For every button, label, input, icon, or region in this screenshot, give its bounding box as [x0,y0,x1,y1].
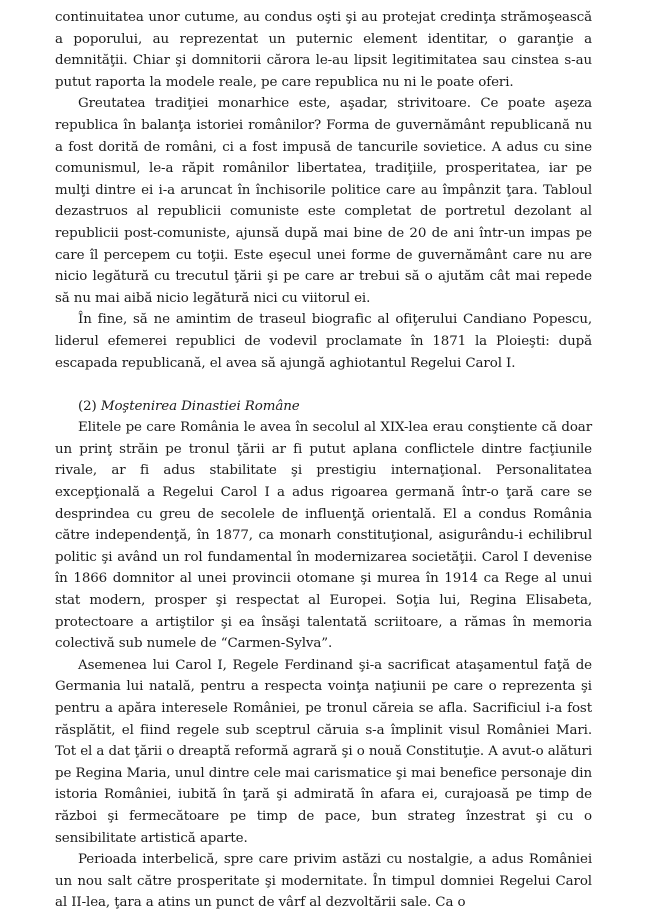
paragraph-carol-i: Elitele pe care România le avea în secolul al XIX-lea erau conştiente că doar un prinţ străin pe tronul ţării ar fi putut aplana conflictele dintre facţiunile rivale, ar fi adus stabilitate şi prestigiu internaţional. Personalitatea excepţională a Regelui Carol I a adus rigoarea germană într-o ţară care se desprindea cu greu de secolele de influenţă orientală. El a condus România către independenţă, în 1877, ca monarh constituţional, asigurându-i echilibrul politic şi având un rol fundamental în modernizarea societăţii. Carol I devenise în 1866 domnitor al unei provincii otomane şi murea în 1914 ca Rege al unui stat modern, prosper şi respectat al Europei. Soţia lui, Regina Elisabeta, protectoare a artiştilor şi ea însăşi talentată scriitoare, a rămas în memoria colectivă sub numele de “Carmen-Sylva”. [55,420,592,652]
paragraph-interwar: Perioada interbelică, spre care privim astăzi cu nostalgie, a adus României un nou salt către prosperitate şi modernitate. În timpul domniei Regelui Carol al II-lea, ţara a atins un punct de vârf al dezvoltării sale. Ca o [55,852,592,911]
section-number: (2) [78,398,97,414]
paragraph-continuation: continuitatea unor cutume, au condus oşti şi au protejat credinţa strămoşească a poporului, au reprezentat un puternic element identitar, o garanţie a demnităţii. Chiar şi domnitorii cărora le-au lipsit legitimitatea sau cinstea s-au putut raporta la modele reale, pe care republica nu ni le poate oferi. [55,10,592,90]
section-title: Moştenirea Dinastiei Române [100,398,300,414]
paragraph-candiano-popescu: În fine, să ne amintim de traseul biografic al ofiţerului Candiano Popescu, liderul efemerei republici de vodevil proclamate în 1871 la Ploieşti: după escapada republicană, el avea să ajungă aghiotantul Regelui Carol I. [55,312,592,371]
paragraph-ferdinand: Asemenea lui Carol I, Regele Ferdinand şi-a sacrificat ataşamentul faţă de Germania lui natală, pentru a respecta voinţa naţiunii pe care o reprezenta şi pentru a apăra interesele României, pe tronul căreia se afla. Sacrificiul i-a fost răsplătit, el fiind regele sub sceptrul căruia s-a împlinit visul României Mari. Tot el a dat ţării o dreaptă reformă agrară şi o nouă Constituţie. A avut-o alături pe Regina Maria, unul dintre cele mai carismatice şi mai benefice personaje din istoria României, iubită în ţară şi admirată în afara ei, curajoasă pe timp de război şi fermecătoare pe timp de pace, bun strateg înzestrat şi cu o sensibilitate artistică aparte. [55,657,592,846]
section-spacer [55,374,592,396]
section-heading [55,396,592,418]
paragraph-monarchic-tradition: Greutatea tradiţiei monarhice este, aşadar, strivitoare. Ce poate aşeza republica în balanţa istoriei românilor? Forma de guvernământ republicană nu a fost dorită de români, ci a fost impusă de tancurile sovietice. A adus cu sine comunismul, le-a răpit românilor libertatea, tradiţiile, prosperitatea, iar pe mulţi dintre ei i-a aruncat în închisorile politice care au împânzit ţara. Tabloul dezastruos al republicii comuniste este completat de portretul dezolant al republicii post-comuniste, ajunsă după mai bine de 20 de ani într-un impas pe care îl percepem cu toţii. Este eşecul unei forme de guvernământ care nu are nicio legătură cu trecutul ţării şi pe care ar trebui să o ajutăm cât mai repede să nu mai aibă nicio legătură nici cu viitorul ei. [55,96,592,306]
document-page [55,7,592,914]
